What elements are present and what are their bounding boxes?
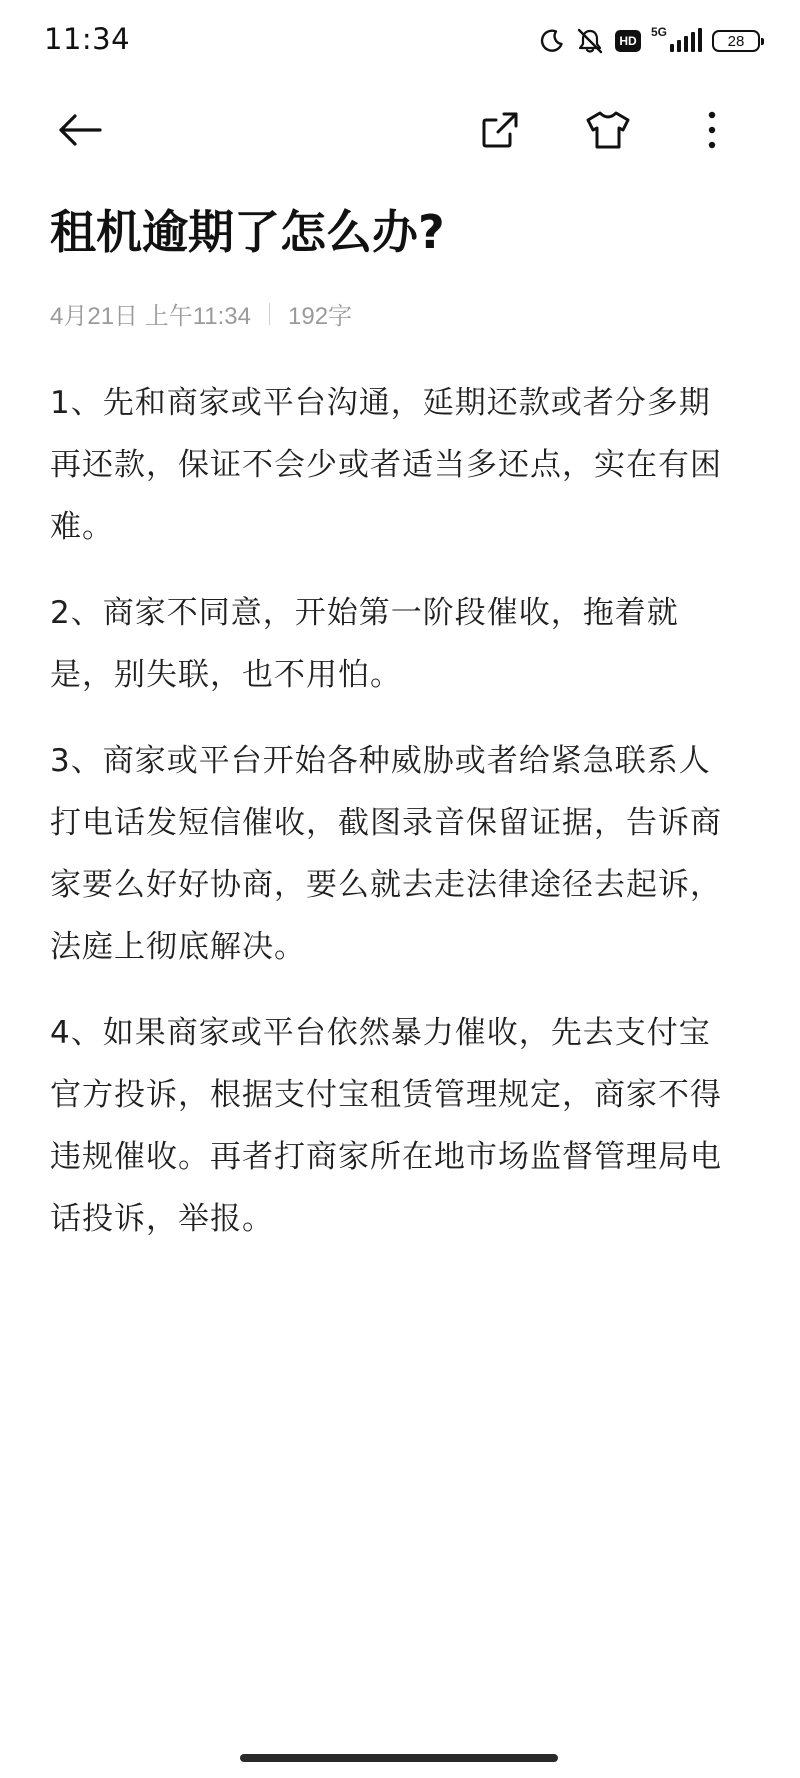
- top-bar: [0, 96, 800, 164]
- back-arrow-icon: [57, 113, 103, 147]
- note-paragraph-4[interactable]: 4、如果商家或平台依然暴力催收，先去支付宝官方投诉，根据支付宝租赁管理规定，商家不得违规催收。再者打商家所在地市场监督管理局电话投诉，举报。: [50, 1015, 722, 1237]
- more-button[interactable]: [690, 104, 734, 156]
- note-paragraph-3[interactable]: 3、商家或平台开始各种威胁或者给紧急联系人打电话发短信催收，截图录音保留证据，告诉商家要么好好协商，要么就去走法律途径去起诉，法庭上彻底解决。: [50, 743, 722, 965]
- note-paragraph-1[interactable]: 1、先和商家或平台沟通，延期还款或者分多期再还款，保证不会少或者适当多还点，实在有困难。: [50, 385, 722, 545]
- battery-icon: [712, 30, 760, 52]
- gesture-bar[interactable]: [240, 1754, 558, 1762]
- status-bar: [0, 0, 800, 84]
- network-label: 5G: [650, 25, 667, 39]
- hd-icon: [615, 30, 641, 52]
- back-button[interactable]: [52, 106, 108, 154]
- hd-badge: HD: [615, 30, 641, 52]
- battery-level: 28: [712, 30, 760, 52]
- signal-icon: [651, 26, 702, 56]
- status-time: 11:34: [44, 22, 131, 56]
- meta-divider: [269, 303, 270, 325]
- note-date: 4月21日 上午11:34: [50, 303, 251, 330]
- signal-bars: [670, 30, 702, 52]
- more-vertical-icon: [706, 110, 718, 150]
- note-meta: [50, 296, 352, 331]
- note-title[interactable]: 租机逾期了怎么办?: [50, 205, 445, 259]
- mute-icon: [575, 27, 605, 55]
- share-icon: [480, 110, 520, 150]
- note-word-count: 192字: [288, 303, 353, 330]
- status-icons: [539, 24, 760, 58]
- theme-button[interactable]: [580, 104, 636, 156]
- moon-icon: [539, 28, 565, 54]
- note-body[interactable]: [50, 372, 740, 1274]
- share-button[interactable]: [474, 104, 526, 156]
- note-paragraph-2[interactable]: 2、商家不同意，开始第一阶段催收，拖着就是，别失联，也不用怕。: [50, 595, 679, 693]
- tshirt-icon: [585, 109, 631, 151]
